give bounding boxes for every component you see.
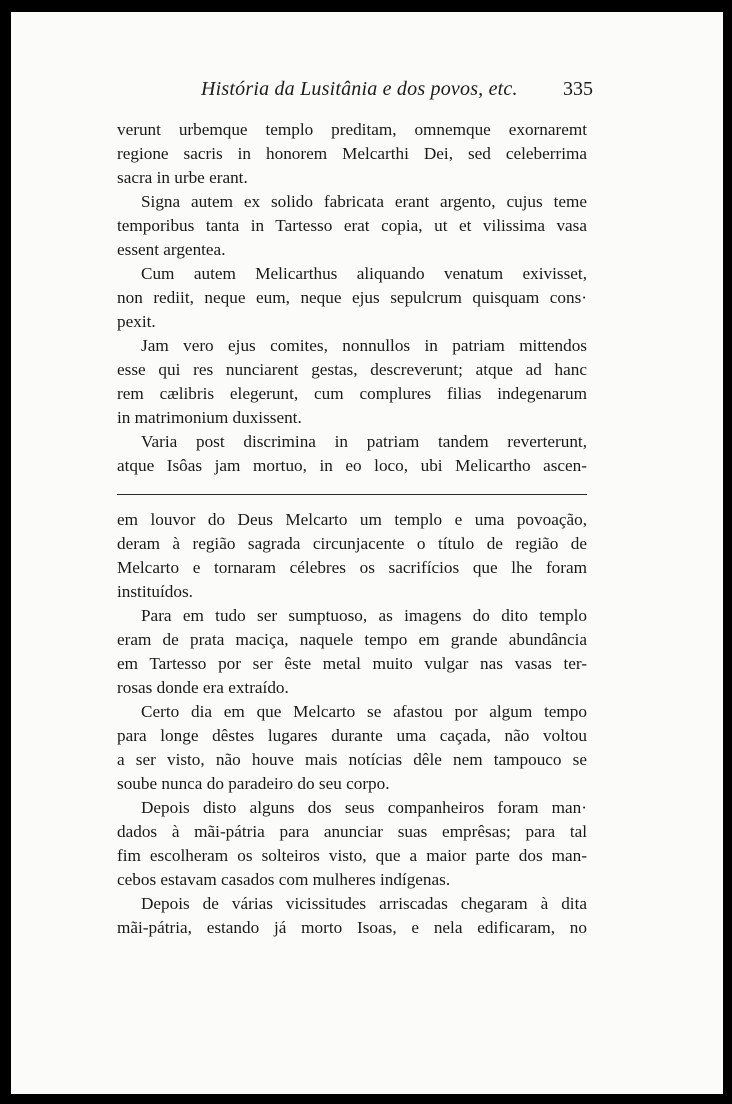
latin-paragraph-4 <box>117 334 587 430</box>
latin-paragraph-1 <box>117 118 587 190</box>
text-line: para longe dêstes lugares durante uma caçada, não voltou <box>117 726 587 745</box>
text-line: verunt urbemque templo preditam, omnemque exornaremt <box>117 120 587 139</box>
portuguese-text-block <box>117 508 587 940</box>
text-line: non rediit, neque eum, neque ejus sepulcrum quisquam cons· <box>117 288 587 307</box>
text-line: Depois de várias vicissitudes arriscadas chegaram à dita <box>141 894 587 913</box>
text-line: esse qui res nunciarent gestas, descreverunt; atque ad hanc <box>117 360 587 379</box>
portuguese-paragraph-1 <box>117 508 587 604</box>
text-line: Certo dia em que Melcarto se afastou por algum tempo <box>141 702 587 721</box>
text-line: regione sacris in honorem Melcarthi Dei, sed celeberrima <box>117 144 587 163</box>
running-header <box>11 74 723 104</box>
latin-paragraph-5 <box>117 430 587 478</box>
running-title: História da Lusitânia e dos povos, etc. <box>201 78 518 100</box>
text-line: Melcarto e tornaram célebres os sacrifícios que lhe foram <box>117 558 587 577</box>
text-line: Depois disto alguns dos seus companheiros foram man· <box>141 798 587 817</box>
portuguese-paragraph-2 <box>117 604 587 700</box>
text-line: Varia post discrimina in patriam tandem reverterunt, <box>141 432 587 451</box>
text-line: em louvor do Deus Melcarto um templo e uma povoação, <box>117 510 587 529</box>
text-line: Cum autem Melicarthus aliquando venatum exivisset, <box>141 264 587 283</box>
portuguese-paragraph-4 <box>117 796 587 892</box>
text-line: instituídos. <box>117 582 193 601</box>
text-line: pexit. <box>117 312 156 331</box>
text-line: fim escolheram os solteiros visto, que a maior parte dos man- <box>117 846 587 865</box>
text-line: dados à mãi-pátria para anunciar suas emprêsas; para tal <box>117 822 587 841</box>
text-line: Jam vero ejus comites, nonnullos in patriam mittendos <box>141 336 587 355</box>
text-line: atque Isôas jam mortuo, in eo loco, ubi Melicartho ascen- <box>117 456 587 475</box>
text-line: Signa autem ex solido fabricata erant argento, cujus teme <box>141 192 587 211</box>
portuguese-paragraph-3 <box>117 700 587 796</box>
text-line: a ser visto, não houve mais notícias dêle nem tampouco se <box>117 750 587 769</box>
section-divider <box>117 494 587 495</box>
portuguese-paragraph-5 <box>117 892 587 940</box>
book-page <box>11 12 723 1094</box>
text-line: em Tartesso por ser êste metal muito vulgar nas vasas ter- <box>117 654 587 673</box>
text-line: rem cælibris elegerunt, cum complures filias indegenarum <box>117 384 587 403</box>
latin-text-block <box>117 118 587 478</box>
latin-paragraph-2 <box>117 190 587 262</box>
text-line: Para em tudo ser sumptuoso, as imagens do dito templo <box>141 606 587 625</box>
text-line: sacra in urbe erant. <box>117 168 248 187</box>
latin-paragraph-3 <box>117 262 587 334</box>
text-line: mãi-pátria, estando já morto Isoas, e nela edificaram, no <box>117 918 587 937</box>
text-line: rosas donde era extraído. <box>117 678 289 697</box>
text-line: essent argentea. <box>117 240 226 259</box>
text-line: temporibus tanta in Tartesso erat copia, ut et vilissima vasa <box>117 216 587 235</box>
text-line: soube nunca do paradeiro do seu corpo. <box>117 774 390 793</box>
text-line: cebos estavam casados com mulheres indígenas. <box>117 870 451 889</box>
text-line: in matrimonium duxissent. <box>117 408 302 427</box>
page-number: 335 <box>563 78 593 100</box>
text-line: deram à região sagrada circunjacente o título de região de <box>117 534 587 553</box>
text-line: eram de prata maciça, naquele tempo em grande abundância <box>117 630 587 649</box>
